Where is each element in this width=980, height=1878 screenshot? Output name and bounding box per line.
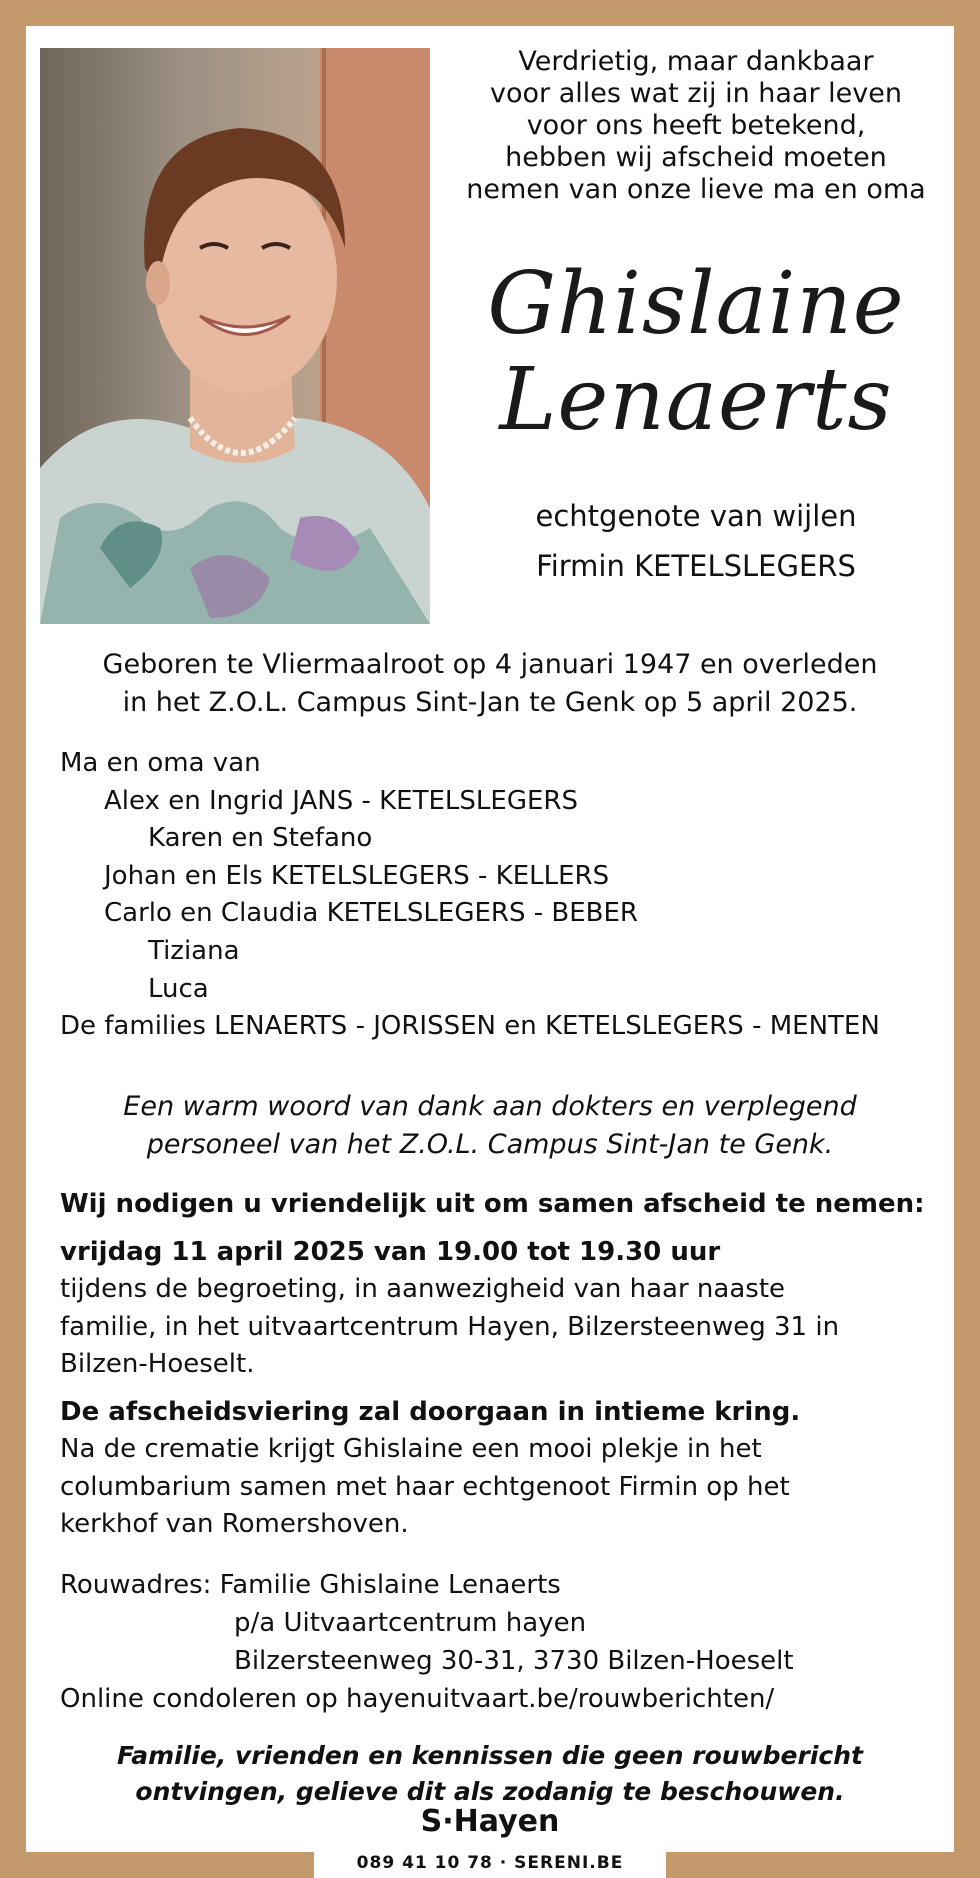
- invitation: [60, 1186, 940, 1544]
- cremation-note: columbarium samen met haar echtgenoot Firmin op het: [60, 1471, 790, 1502]
- invite-detail: tijdens de begroeting, in aanwezigheid van haar naaste: [60, 1274, 786, 1304]
- closing-line: ontvingen, gelieve dit als zodanig te beschouwen.: [135, 1777, 845, 1806]
- born-line: in het Z.O.L. Campus Sint-Jan te Genk op 5 april 2025.: [122, 687, 858, 718]
- spouse-info: [446, 491, 946, 591]
- invite-detail: familie, in het uitvaartcentrum Hayen, Bilzersteenweg 31 in: [60, 1311, 840, 1342]
- birth-death-info: [26, 646, 954, 722]
- obituary-card: [26, 26, 954, 1852]
- portrait-photo: [40, 48, 430, 624]
- intro-line: Verdrietig, maar dankbaar: [518, 46, 874, 77]
- deceased-name: [446, 256, 946, 448]
- cremation-note: Na de crematie krijgt Ghislaine een mooi plekje in het: [60, 1434, 762, 1464]
- online-condolence-link[interactable]: Online condoleren op hayenuitvaart.be/rouwberichten/: [60, 1684, 775, 1714]
- born-line: Geboren te Vliermaalroot op 4 januari 1947 en overleden: [102, 649, 878, 680]
- family-list: [60, 745, 940, 1046]
- family-member: Carlo en Claudia KETELSLEGERS - BEBER: [104, 898, 638, 929]
- footer-contact: 089 41 10 78 · SERENI.BE: [314, 1848, 666, 1878]
- family-member: Alex en Ingrid JANS - KETELSLEGERS: [104, 785, 578, 816]
- cremation-note: kerkhof van Romershoven.: [60, 1509, 409, 1539]
- address-label: Rouwadres:: [60, 1570, 212, 1600]
- mourning-address: [60, 1566, 940, 1718]
- closing-line: Familie, vrienden en kennissen die geen rouwbericht: [117, 1741, 863, 1770]
- intro-line: hebben wij afscheid moeten: [505, 142, 887, 173]
- extended-families: De families LENAERTS - JORISSEN en KETELSLEGERS - MENTEN: [60, 1011, 880, 1042]
- address-line: p/a Uitvaartcentrum hayen: [234, 1608, 587, 1638]
- last-name: Lenaerts: [499, 350, 893, 450]
- funeral-home-logo: S·Hayen: [420, 1804, 560, 1839]
- thanks-line: Een warm woord van dank aan dokters en verplegend: [123, 1091, 857, 1122]
- ceremony-note: De afscheidsviering zal doorgaan in intieme kring.: [60, 1396, 801, 1427]
- closing-note: [26, 1738, 954, 1810]
- address-line: Familie Ghislaine Lenaerts: [219, 1570, 561, 1600]
- spouse-relation: echtgenote van wijlen: [535, 499, 857, 533]
- intro-line: voor ons heeft betekend,: [526, 110, 866, 141]
- intro-line: voor alles wat zij in haar leven: [490, 78, 902, 109]
- grandchild: Karen en Stefano: [148, 823, 373, 854]
- family-heading: Ma en oma van: [60, 748, 261, 778]
- first-name: Ghislaine: [487, 254, 905, 354]
- thanks-line: personeel van het Z.O.L. Campus Sint-Jan te Genk.: [146, 1129, 834, 1160]
- thanks-text: [26, 1088, 954, 1164]
- address-line: Bilzersteenweg 30-31, 3730 Bilzen-Hoeselt: [234, 1646, 794, 1676]
- invite-detail: Bilzen-Hoeselt.: [60, 1349, 255, 1379]
- invite-heading: Wij nodigen u vriendelijk uit om samen afscheid te nemen:: [60, 1189, 925, 1219]
- grandchild: Luca: [148, 973, 209, 1004]
- spouse-name: Firmin KETELSLEGERS: [536, 549, 856, 583]
- family-member: Johan en Els KETELSLEGERS - KELLERS: [104, 860, 610, 891]
- intro-text: [446, 46, 946, 206]
- grandchild: Tiziana: [148, 935, 240, 966]
- intro-line: nemen van onze lieve ma en oma: [466, 174, 926, 205]
- invite-datetime: vrijdag 11 april 2025 van 19.00 tot 19.30 uur: [60, 1236, 721, 1267]
